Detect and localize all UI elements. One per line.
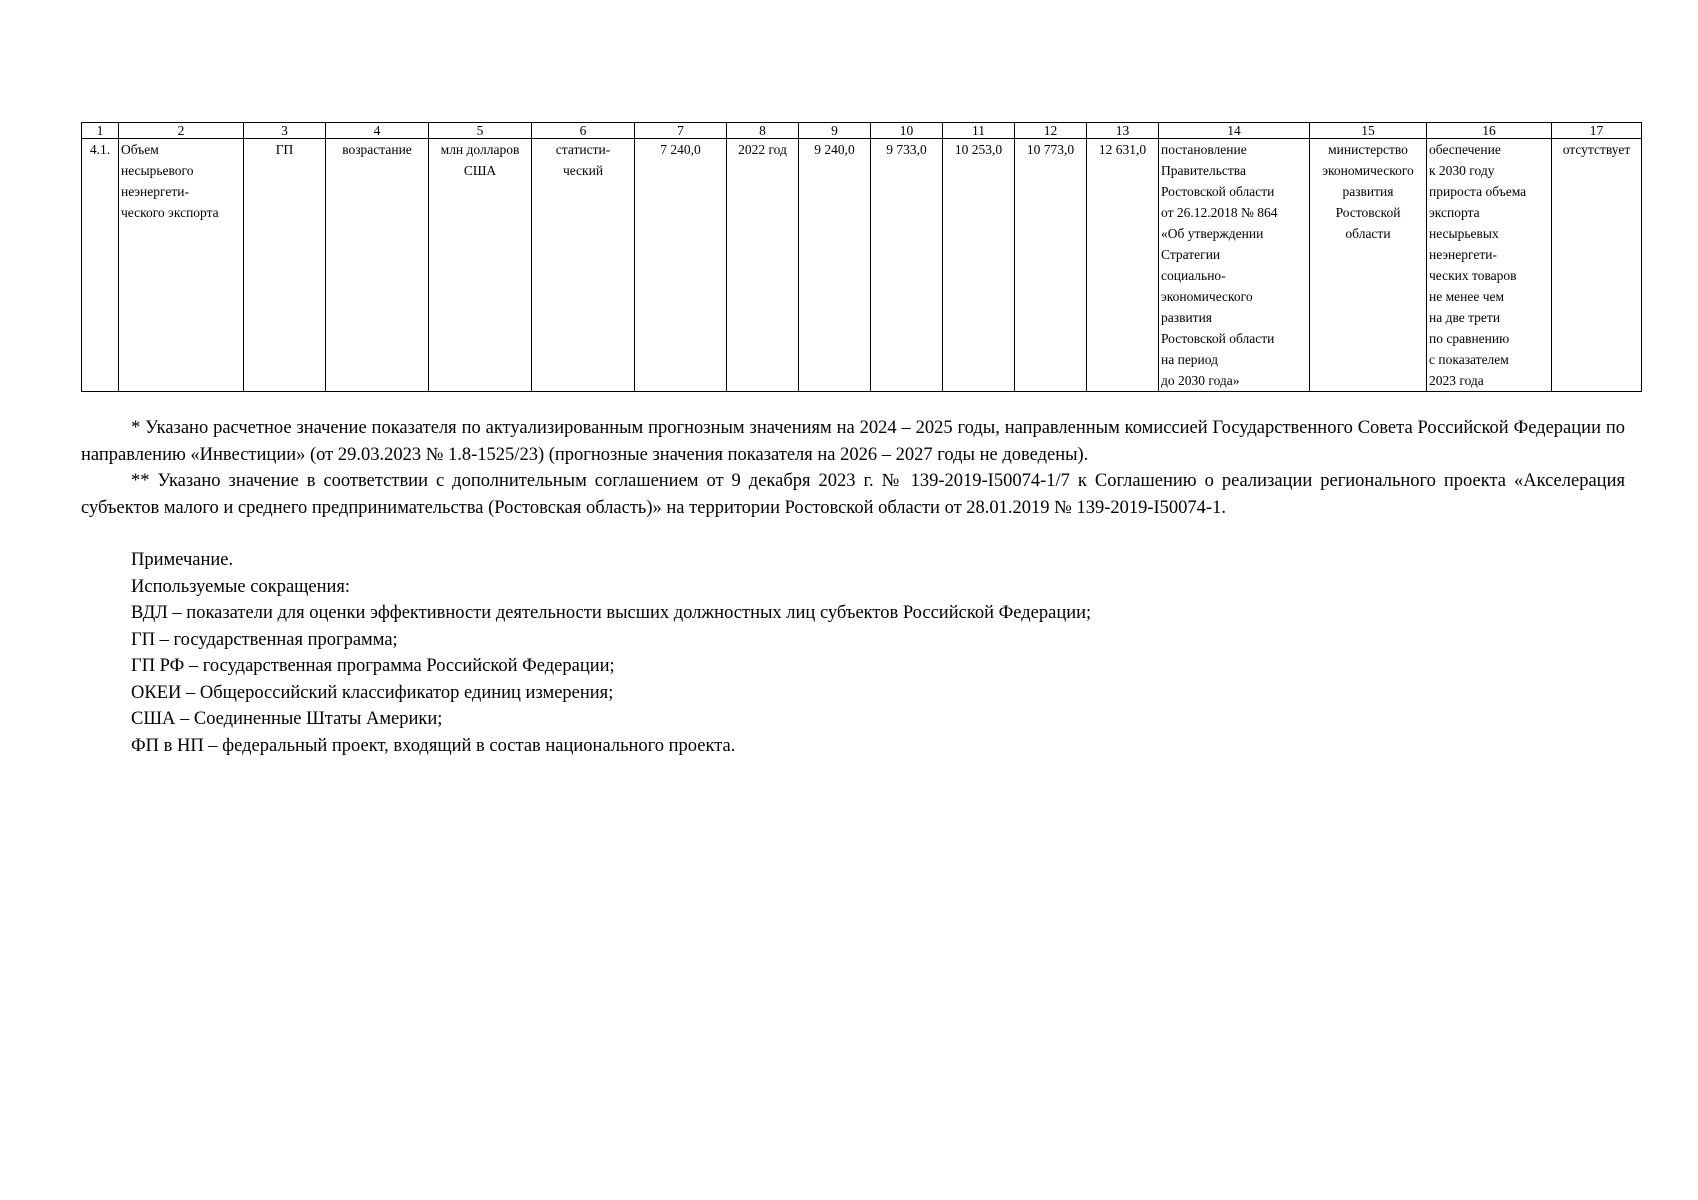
column-number: 6 [532, 123, 635, 139]
document-cell [1159, 139, 1310, 392]
column-number: 12 [1015, 123, 1087, 139]
cell-line: экономического [1322, 163, 1414, 178]
abbreviation-item: США – Соединенные Штаты Америки; [131, 709, 443, 729]
cell-line: на период [1161, 352, 1219, 367]
cell-line: экспорта [1429, 205, 1480, 220]
cell-line: обеспечение [1429, 142, 1501, 157]
cell-line: постановление [1161, 142, 1247, 157]
column-number: 5 [429, 123, 532, 139]
cell-line: прироста объема [1429, 184, 1527, 199]
indicator-name-cell [119, 139, 244, 392]
cell-line: от 26.12.2018 № 864 [1161, 205, 1278, 220]
cell-line: области [1345, 226, 1391, 241]
cell-line: несырьевых [1429, 226, 1499, 241]
value-cell: 9 240,0 [799, 139, 871, 392]
abbreviation-item: ВДЛ – показатели для оценки эффективности деятельности высших должностных лиц субъектов Российской Федерации; [131, 603, 1092, 623]
column-number: 4 [326, 123, 429, 139]
cell-line: Ростовской [1335, 205, 1401, 220]
cell-line: развития [1161, 310, 1213, 325]
value-cell: 10 773,0 [1015, 139, 1087, 392]
cell-line: на две трети [1429, 310, 1501, 325]
abbreviation-item: ФП в НП – федеральный проект, входящий в состав национального проекта. [131, 735, 736, 756]
column-number: 2 [119, 123, 244, 139]
column-number: 11 [943, 123, 1015, 139]
column-number: 13 [1087, 123, 1159, 139]
cell-line: ческих товаров [1429, 268, 1517, 283]
cell-line: неэнергети- [121, 184, 189, 199]
value-cell: 12 631,0 [1087, 139, 1159, 392]
cell-line: с показателем [1429, 352, 1509, 367]
spacer [81, 521, 1625, 547]
link-cell: отсутствует [1552, 139, 1642, 392]
cell-line: Объем [121, 142, 159, 157]
indicator-type-cell: ГП [244, 139, 326, 392]
unit-cell [429, 139, 532, 392]
cell-line: Ростовской области [1161, 184, 1275, 199]
cell-line: «Об утверждении [1161, 226, 1264, 241]
responsible-cell [1310, 139, 1427, 392]
indicators-table [81, 122, 1642, 392]
cell-line: до 2030 года» [1161, 373, 1240, 388]
value-cell: 9 733,0 [871, 139, 943, 392]
cell-line: к 2030 году [1429, 163, 1495, 178]
abbreviation-item: ОКЕИ – Общероссийский классификатор единиц измерения; [131, 682, 614, 703]
footnote-1: * Указано расчетное значение показателя по актуализированным прогнозным значениям на 2024 – 2025 годы, направленным комиссией Государственного Совета Российской Федерации по направлению «Инвестиции» (от 29.03.2023 № 1.8-1525/23) (прогнозные значения показателя на 2026 – 2027 годы не доведены). [81, 418, 1625, 465]
cell-line: экономического [1161, 289, 1253, 304]
column-number: 9 [799, 123, 871, 139]
note-title: Примечание. [131, 550, 234, 570]
cell-line: министерство [1328, 142, 1408, 157]
cell-line: статисти- [555, 142, 611, 157]
column-number: 7 [635, 123, 727, 139]
column-number: 3 [244, 123, 326, 139]
base-year-cell: 2022 год [727, 139, 799, 392]
cell-line: 2023 года [1429, 373, 1484, 388]
cell-line: Стратегии [1161, 247, 1221, 262]
cell-line: млн долларов [440, 142, 520, 157]
column-number: 1 [82, 123, 119, 139]
column-number-row [82, 123, 1642, 139]
column-number: 17 [1552, 123, 1642, 139]
abbreviations-title: Используемые сокращения: [131, 576, 351, 597]
footnote-2: ** Указано значение в соответствии с дополнительным соглашением от 9 декабря 2023 г. № 139-2019-I50074-1/7 к Соглашению о реализации регионального проекта «Акселерация субъектов малого и среднего предпринимательства (Ростовская область)» на территории Ростовской области от 28.01.2019 № 139-2019-I50074-1. [81, 471, 1625, 518]
abbreviation-item: ГП РФ – государственная программа Российской Федерации; [131, 656, 615, 676]
cell-line: Ростовской области [1161, 331, 1275, 346]
cell-line: неэнергети- [1429, 247, 1497, 262]
dynamics-cell: возрастание [326, 139, 429, 392]
cell-line: Правительства [1161, 163, 1246, 178]
column-number: 10 [871, 123, 943, 139]
goal-cell [1427, 139, 1552, 392]
cell-line: ческий [562, 163, 604, 178]
column-number: 15 [1310, 123, 1427, 139]
abbreviation-item: ГП – государственная программа; [131, 629, 398, 650]
cell-line: США [463, 163, 497, 178]
column-number: 8 [727, 123, 799, 139]
cell-line: ческого экспорта [121, 205, 219, 220]
column-number: 14 [1159, 123, 1310, 139]
row-number-cell: 4.1. [82, 139, 119, 392]
base-value-cell: 7 240,0 [635, 139, 727, 392]
column-number: 16 [1427, 123, 1552, 139]
cell-line: по сравнению [1429, 331, 1510, 346]
table-row [82, 139, 1642, 392]
cell-line: не менее чем [1429, 289, 1505, 304]
method-cell [532, 139, 635, 392]
notes-section [81, 415, 1625, 759]
value-cell: 10 253,0 [943, 139, 1015, 392]
cell-line: развития [1342, 184, 1394, 199]
cell-line: несырьевого [121, 163, 194, 178]
cell-line: социально- [1161, 268, 1226, 283]
